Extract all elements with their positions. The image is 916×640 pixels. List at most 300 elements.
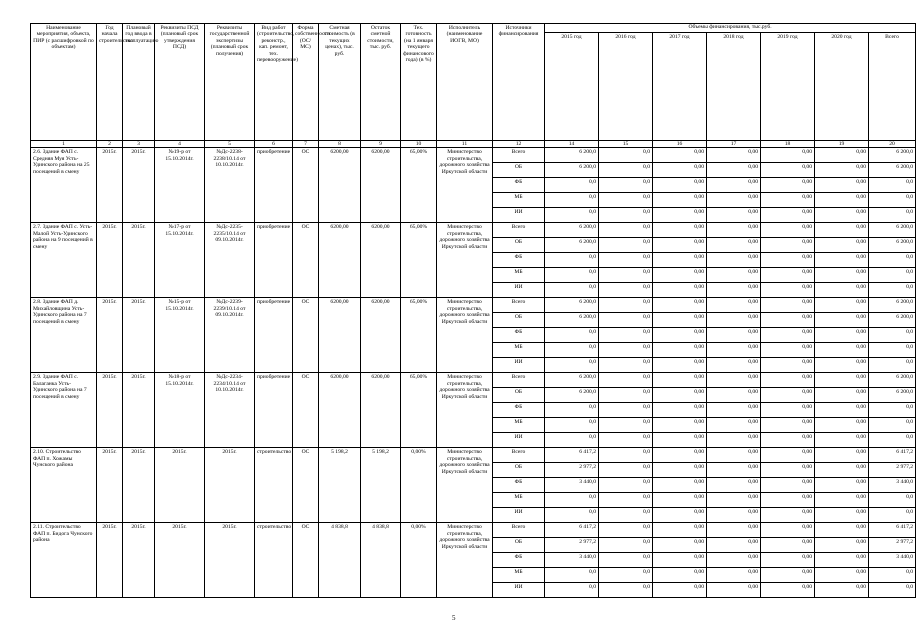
- expertise-details: №Дс-2234-2234/10.14 от 10.10.2014г.: [205, 373, 255, 448]
- funding-value: 0,0: [869, 508, 916, 523]
- funding-source: ФБ: [493, 328, 545, 343]
- ownership: ОС: [293, 448, 319, 523]
- funding-value: 0,00: [653, 208, 707, 223]
- header-year: 2017 год: [653, 33, 707, 141]
- funding-value: 0,0: [869, 583, 916, 598]
- funding-value: 0,00: [653, 523, 707, 538]
- funding-value: 0,0: [599, 583, 653, 598]
- funding-value: 0,00: [707, 448, 761, 463]
- table-row: [31, 448, 916, 463]
- header-executor: Исполнитель (наименование ИОГВ, МО): [437, 24, 493, 141]
- funding-value: 0,0: [545, 418, 599, 433]
- funding-value: 0,00: [761, 418, 815, 433]
- funding-value: 0,00: [761, 328, 815, 343]
- funding-source: ФБ: [493, 178, 545, 193]
- remaining-cost: 6200,00: [361, 298, 401, 373]
- planned-year: 2015г.: [123, 298, 155, 373]
- funding-source: МБ: [493, 193, 545, 208]
- funding-value: 0,0: [545, 193, 599, 208]
- funding-value: 6 200,0: [545, 163, 599, 178]
- funding-value: 0,00: [761, 568, 815, 583]
- funding-value: 0,00: [761, 298, 815, 313]
- ownership: ОС: [293, 148, 319, 223]
- header-year: 2019 год: [761, 33, 815, 141]
- funding-value: 0,00: [653, 568, 707, 583]
- funding-value: 0,00: [707, 418, 761, 433]
- funding-value: 6 200,0: [869, 148, 916, 163]
- funding-value: 0,00: [653, 583, 707, 598]
- funding-value: 6 200,0: [545, 313, 599, 328]
- funding-value: 0,00: [761, 253, 815, 268]
- funding-value: 0,00: [707, 298, 761, 313]
- funding-value: 0,0: [869, 283, 916, 298]
- funding-value: 0,0: [545, 208, 599, 223]
- funding-value: 0,0: [599, 148, 653, 163]
- expertise-details: №Дс-2239-2239/10.14 от 09.10.2014г.: [205, 298, 255, 373]
- funding-source: ОБ: [493, 238, 545, 253]
- funding-value: 0,00: [761, 238, 815, 253]
- funding-value: 0,00: [653, 448, 707, 463]
- funding-value: 0,00: [815, 148, 869, 163]
- funding-value: 0,00: [815, 568, 869, 583]
- funding-value: 0,0: [599, 418, 653, 433]
- funding-value: 0,00: [707, 163, 761, 178]
- funding-value: 0,00: [761, 553, 815, 568]
- funding-source: Всего: [493, 448, 545, 463]
- funding-value: 0,0: [599, 373, 653, 388]
- funding-source: ОБ: [493, 163, 545, 178]
- column-number: 12: [493, 141, 545, 148]
- funding-value: 0,00: [653, 268, 707, 283]
- column-number: 16: [653, 141, 707, 148]
- funding-value: 0,00: [761, 433, 815, 448]
- funding-source: Всего: [493, 223, 545, 238]
- funding-source: МБ: [493, 568, 545, 583]
- column-number: 17: [707, 141, 761, 148]
- funding-value: 0,00: [653, 238, 707, 253]
- readiness: 65,00%: [401, 148, 437, 223]
- funding-source: МБ: [493, 343, 545, 358]
- work-type: приобретение: [255, 298, 293, 373]
- funding-source: ФБ: [493, 403, 545, 418]
- object-name: 2.8. Здание ФАП д. Михайловщина Усть-Удинского района на 7 посещений в смену: [31, 298, 97, 373]
- column-number: 19: [815, 141, 869, 148]
- funding-value: 0,0: [599, 568, 653, 583]
- funding-value: 0,00: [653, 358, 707, 373]
- funding-value: 0,00: [815, 178, 869, 193]
- funding-value: 3 440,0: [869, 478, 916, 493]
- funding-value: 0,0: [599, 508, 653, 523]
- funding-value: 0,00: [761, 388, 815, 403]
- executor: Министерство строительства, дорожного хозяйства Иркутской области: [437, 373, 493, 448]
- funding-value: 0,0: [869, 178, 916, 193]
- funding-source: ИИ: [493, 283, 545, 298]
- planned-year: 2015г.: [123, 523, 155, 598]
- funding-value: 0,00: [761, 373, 815, 388]
- funding-value: 0,0: [599, 463, 653, 478]
- object-name: 2.9. Здание ФАП с. Балаганка Усть-Удинского района на 7 посещений в смену: [31, 373, 97, 448]
- funding-value: 0,00: [815, 268, 869, 283]
- funding-source: ФБ: [493, 478, 545, 493]
- funding-value: 0,0: [869, 493, 916, 508]
- header-readiness: Тех. готовность (на 1 января текущего финансового года) (в %): [401, 24, 437, 141]
- column-number: 10: [401, 141, 437, 148]
- funding-value: 6 200,0: [545, 298, 599, 313]
- readiness: 65,00%: [401, 223, 437, 298]
- header-year: 2018 год: [707, 33, 761, 141]
- header-cost: Сметная стоимость (в текущих ценах), тыс. руб.: [319, 24, 361, 141]
- column-number: 15: [599, 141, 653, 148]
- funding-value: 0,00: [653, 388, 707, 403]
- funding-value: 0,0: [599, 298, 653, 313]
- funding-value: 0,00: [761, 493, 815, 508]
- funding-value: 0,00: [653, 343, 707, 358]
- funding-value: 0,00: [761, 193, 815, 208]
- funding-value: 0,00: [761, 208, 815, 223]
- funding-value: 0,00: [761, 358, 815, 373]
- funding-value: 0,0: [599, 253, 653, 268]
- planned-year: 2015г.: [123, 373, 155, 448]
- expertise-details: 2015г.: [205, 523, 255, 598]
- funding-value: 0,0: [599, 313, 653, 328]
- funding-value: 0,00: [653, 463, 707, 478]
- funding-value: 0,00: [815, 328, 869, 343]
- funding-value: 0,00: [707, 283, 761, 298]
- funding-value: 6 200,0: [545, 388, 599, 403]
- psd-details: 2015г.: [155, 523, 205, 598]
- header-sources: Источники финансирования: [493, 24, 545, 141]
- funding-value: 0,00: [707, 523, 761, 538]
- column-number: 11: [437, 141, 493, 148]
- column-number: 5: [205, 141, 255, 148]
- work-type: приобретение: [255, 148, 293, 223]
- table-row: [31, 298, 916, 313]
- funding-value: 6 200,0: [869, 238, 916, 253]
- work-type: приобретение: [255, 373, 293, 448]
- funding-value: 6 200,0: [545, 238, 599, 253]
- table-row: [31, 523, 916, 538]
- funding-value: 0,00: [815, 523, 869, 538]
- executor: Министерство строительства, дорожного хозяйства Иркутской области: [437, 148, 493, 223]
- funding-value: 6 200,0: [869, 223, 916, 238]
- funding-value: 0,00: [815, 418, 869, 433]
- object-name: 2.11. Строительство ФАП п. Бидога Чунского района: [31, 523, 97, 598]
- funding-value: 0,00: [653, 313, 707, 328]
- work-type: приобретение: [255, 223, 293, 298]
- funding-value: 0,0: [599, 238, 653, 253]
- object-name: 2.10. Строительство ФАП п. Хожамы Чунского района: [31, 448, 97, 523]
- funding-value: 0,00: [707, 583, 761, 598]
- funding-value: 0,00: [707, 388, 761, 403]
- funding-value: 0,0: [599, 538, 653, 553]
- funding-value: 0,0: [545, 403, 599, 418]
- funding-value: 0,00: [653, 148, 707, 163]
- funding-value: 0,00: [815, 583, 869, 598]
- funding-value: 6 200,0: [545, 373, 599, 388]
- funding-value: 0,00: [815, 463, 869, 478]
- funding-source: ОБ: [493, 313, 545, 328]
- funding-source: Всего: [493, 373, 545, 388]
- funding-value: 0,00: [761, 478, 815, 493]
- funding-value: 0,0: [599, 478, 653, 493]
- funding-value: 0,00: [653, 193, 707, 208]
- object-name: 2.7. Здание ФАП с. Усть-Малой Усть-Удинского района на 9 посещений в смену: [31, 223, 97, 298]
- readiness: 0,00%: [401, 523, 437, 598]
- funding-value: 0,00: [761, 538, 815, 553]
- funding-value: 0,00: [815, 163, 869, 178]
- funding-value: 0,0: [869, 328, 916, 343]
- funding-value: 0,00: [761, 283, 815, 298]
- funding-value: 0,0: [869, 403, 916, 418]
- ownership: ОС: [293, 523, 319, 598]
- funding-value: 0,0: [599, 208, 653, 223]
- funding-value: 0,00: [707, 328, 761, 343]
- funding-value: 0,00: [707, 373, 761, 388]
- funding-value: 0,00: [653, 478, 707, 493]
- funding-value: 0,0: [599, 403, 653, 418]
- funding-value: 0,0: [869, 433, 916, 448]
- header-start-year: Год начала строительства: [97, 24, 123, 141]
- funding-value: 0,00: [815, 208, 869, 223]
- funding-value: 0,00: [815, 508, 869, 523]
- financing-table: [30, 23, 916, 598]
- column-number: 1: [31, 141, 97, 148]
- funding-source: ИИ: [493, 433, 545, 448]
- funding-value: 0,00: [707, 148, 761, 163]
- funding-source: ФБ: [493, 253, 545, 268]
- funding-value: 0,0: [599, 448, 653, 463]
- funding-value: 6 200,0: [869, 313, 916, 328]
- funding-value: 6 417,2: [869, 448, 916, 463]
- start-year: 2015г.: [97, 373, 123, 448]
- funding-value: 0,00: [761, 268, 815, 283]
- funding-value: 0,0: [545, 568, 599, 583]
- funding-source: ИИ: [493, 208, 545, 223]
- funding-value: 0,0: [599, 283, 653, 298]
- funding-value: 0,0: [869, 208, 916, 223]
- psd-details: №18-р от 15.10.2014г.: [155, 373, 205, 448]
- funding-source: ФБ: [493, 553, 545, 568]
- remaining-cost: 6200,00: [361, 223, 401, 298]
- column-number: 3: [123, 141, 155, 148]
- funding-value: 0,00: [761, 463, 815, 478]
- funding-value: 6 417,2: [869, 523, 916, 538]
- remaining-cost: 6200,00: [361, 148, 401, 223]
- object-name: 2.6. Здание ФАП с. Средняя Муя Усть-Удинского района на 25 посещений в смену: [31, 148, 97, 223]
- executor: Министерство строительства, дорожного хозяйства Иркутской области: [437, 223, 493, 298]
- remaining-cost: 5 198,2: [361, 448, 401, 523]
- estimated-cost: 5 198,2: [319, 448, 361, 523]
- funding-value: 0,0: [545, 508, 599, 523]
- psd-details: 2015г.: [155, 448, 205, 523]
- executor: Министерство строительства, дорожного хозяйства Иркутской области: [437, 523, 493, 598]
- funding-value: 0,00: [815, 493, 869, 508]
- header-planned-year: Плановый год ввода в эксплуатацию: [123, 24, 155, 141]
- funding-value: 3 440,0: [869, 553, 916, 568]
- funding-value: 0,00: [707, 538, 761, 553]
- funding-value: 0,00: [815, 388, 869, 403]
- header-work-type: Вид работ (строительство, реконстр., кап. ремонт, тех. перевооружение): [255, 24, 293, 141]
- funding-value: 0,00: [653, 223, 707, 238]
- funding-value: 0,00: [761, 178, 815, 193]
- funding-value: 0,00: [761, 403, 815, 418]
- funding-value: 0,00: [707, 478, 761, 493]
- funding-value: 0,00: [815, 238, 869, 253]
- column-number: 14: [545, 141, 599, 148]
- funding-value: 0,0: [869, 253, 916, 268]
- funding-value: 0,0: [599, 268, 653, 283]
- funding-value: 6 200,0: [869, 373, 916, 388]
- funding-value: 0,00: [815, 313, 869, 328]
- funding-source: ИИ: [493, 508, 545, 523]
- funding-value: 6 417,2: [545, 523, 599, 538]
- funding-value: 0,00: [653, 433, 707, 448]
- funding-source: МБ: [493, 493, 545, 508]
- estimated-cost: 6200,00: [319, 298, 361, 373]
- funding-value: 0,0: [545, 328, 599, 343]
- column-number: 2: [97, 141, 123, 148]
- funding-value: 6 200,0: [869, 163, 916, 178]
- funding-value: 0,0: [545, 268, 599, 283]
- funding-source: Всего: [493, 523, 545, 538]
- funding-value: 0,00: [707, 403, 761, 418]
- funding-value: 0,00: [815, 358, 869, 373]
- funding-value: 0,00: [815, 538, 869, 553]
- funding-value: 3 440,0: [545, 553, 599, 568]
- funding-value: 0,0: [599, 343, 653, 358]
- funding-value: 0,0: [599, 163, 653, 178]
- funding-value: 0,00: [707, 268, 761, 283]
- funding-value: 0,00: [707, 208, 761, 223]
- funding-value: 0,00: [815, 448, 869, 463]
- funding-value: 0,0: [545, 493, 599, 508]
- funding-value: 0,00: [761, 508, 815, 523]
- executor: Министерство строительства, дорожного хозяйства Иркутской области: [437, 298, 493, 373]
- header-year: 2015 год: [545, 33, 599, 141]
- funding-value: 0,00: [815, 253, 869, 268]
- ownership: ОС: [293, 298, 319, 373]
- funding-source: ИИ: [493, 583, 545, 598]
- table-row: [31, 148, 916, 163]
- funding-value: 0,0: [599, 328, 653, 343]
- funding-source: МБ: [493, 418, 545, 433]
- funding-value: 2 977,2: [545, 538, 599, 553]
- funding-value: 0,00: [707, 508, 761, 523]
- funding-value: 0,00: [653, 508, 707, 523]
- funding-value: 0,0: [545, 178, 599, 193]
- readiness: 65,00%: [401, 298, 437, 373]
- funding-value: 0,00: [815, 553, 869, 568]
- planned-year: 2015г.: [123, 148, 155, 223]
- funding-value: 2 977,2: [869, 463, 916, 478]
- funding-value: 6 200,0: [545, 148, 599, 163]
- funding-value: 0,0: [545, 283, 599, 298]
- funding-value: 0,00: [653, 373, 707, 388]
- funding-value: 0,00: [653, 538, 707, 553]
- funding-value: 0,0: [599, 523, 653, 538]
- funding-value: 0,00: [707, 343, 761, 358]
- header-remaining: Остаток сметной стоимости, тыс. руб.: [361, 24, 401, 141]
- funding-value: 2 977,2: [869, 538, 916, 553]
- ownership: ОС: [293, 223, 319, 298]
- funding-value: 0,00: [815, 223, 869, 238]
- funding-source: ОБ: [493, 388, 545, 403]
- expertise-details: №Дс-2238-2238/10.14 от 10.10.2014г.: [205, 148, 255, 223]
- column-number: 18: [761, 141, 815, 148]
- funding-value: 0,0: [869, 418, 916, 433]
- funding-value: 0,00: [653, 403, 707, 418]
- remaining-cost: 6200,00: [361, 373, 401, 448]
- header-year: Всего: [869, 33, 916, 141]
- funding-value: 0,0: [599, 358, 653, 373]
- funding-value: 0,00: [707, 178, 761, 193]
- start-year: 2015г.: [97, 223, 123, 298]
- planned-year: 2015г.: [123, 223, 155, 298]
- header-year: 2020 год: [815, 33, 869, 141]
- funding-value: 2 977,2: [545, 463, 599, 478]
- funding-value: 0,00: [707, 358, 761, 373]
- table-row: [31, 223, 916, 238]
- funding-source: Всего: [493, 148, 545, 163]
- estimated-cost: 6200,00: [319, 373, 361, 448]
- funding-value: 0,00: [707, 238, 761, 253]
- funding-value: 0,00: [653, 283, 707, 298]
- funding-value: 0,0: [545, 343, 599, 358]
- funding-value: 0,0: [869, 568, 916, 583]
- funding-value: 0,00: [707, 253, 761, 268]
- work-type: строительство: [255, 448, 293, 523]
- funding-value: 0,0: [599, 223, 653, 238]
- funding-value: 0,00: [761, 313, 815, 328]
- funding-value: 0,0: [545, 253, 599, 268]
- funding-value: 0,0: [599, 433, 653, 448]
- funding-value: 0,0: [869, 343, 916, 358]
- readiness: 0,00%: [401, 448, 437, 523]
- funding-value: 0,00: [707, 463, 761, 478]
- header-funding-group: Объемы финансирования, тыс.руб.: [545, 24, 916, 33]
- funding-value: 6 200,0: [869, 298, 916, 313]
- funding-value: 0,0: [545, 583, 599, 598]
- funding-value: 0,00: [653, 178, 707, 193]
- funding-value: 6 200,0: [869, 388, 916, 403]
- readiness: 65,00%: [401, 373, 437, 448]
- funding-value: 0,00: [815, 403, 869, 418]
- funding-value: 0,00: [815, 193, 869, 208]
- funding-value: 0,00: [653, 328, 707, 343]
- funding-value: 0,0: [545, 358, 599, 373]
- psd-details: №19-р от 15.10.2014г.: [155, 148, 205, 223]
- start-year: 2015г.: [97, 298, 123, 373]
- funding-value: 0,00: [761, 148, 815, 163]
- funding-source: ОБ: [493, 538, 545, 553]
- expertise-details: №Дс-2235-2235/10.14 от 09.10.2014г.: [205, 223, 255, 298]
- funding-value: 6 417,2: [545, 448, 599, 463]
- funding-value: 0,0: [599, 493, 653, 508]
- funding-value: 0,00: [653, 418, 707, 433]
- column-number: 6: [255, 141, 293, 148]
- funding-value: 0,0: [599, 193, 653, 208]
- header-expertise: Реквизиты государственной экспертизы (плановый срок получения): [205, 24, 255, 141]
- column-number: 7: [293, 141, 319, 148]
- funding-value: 0,00: [815, 283, 869, 298]
- funding-value: 0,00: [815, 433, 869, 448]
- funding-value: 0,00: [653, 298, 707, 313]
- funding-value: 0,00: [653, 553, 707, 568]
- funding-source: ИИ: [493, 358, 545, 373]
- column-number: 4: [155, 141, 205, 148]
- funding-value: 0,0: [869, 358, 916, 373]
- funding-value: 0,00: [653, 493, 707, 508]
